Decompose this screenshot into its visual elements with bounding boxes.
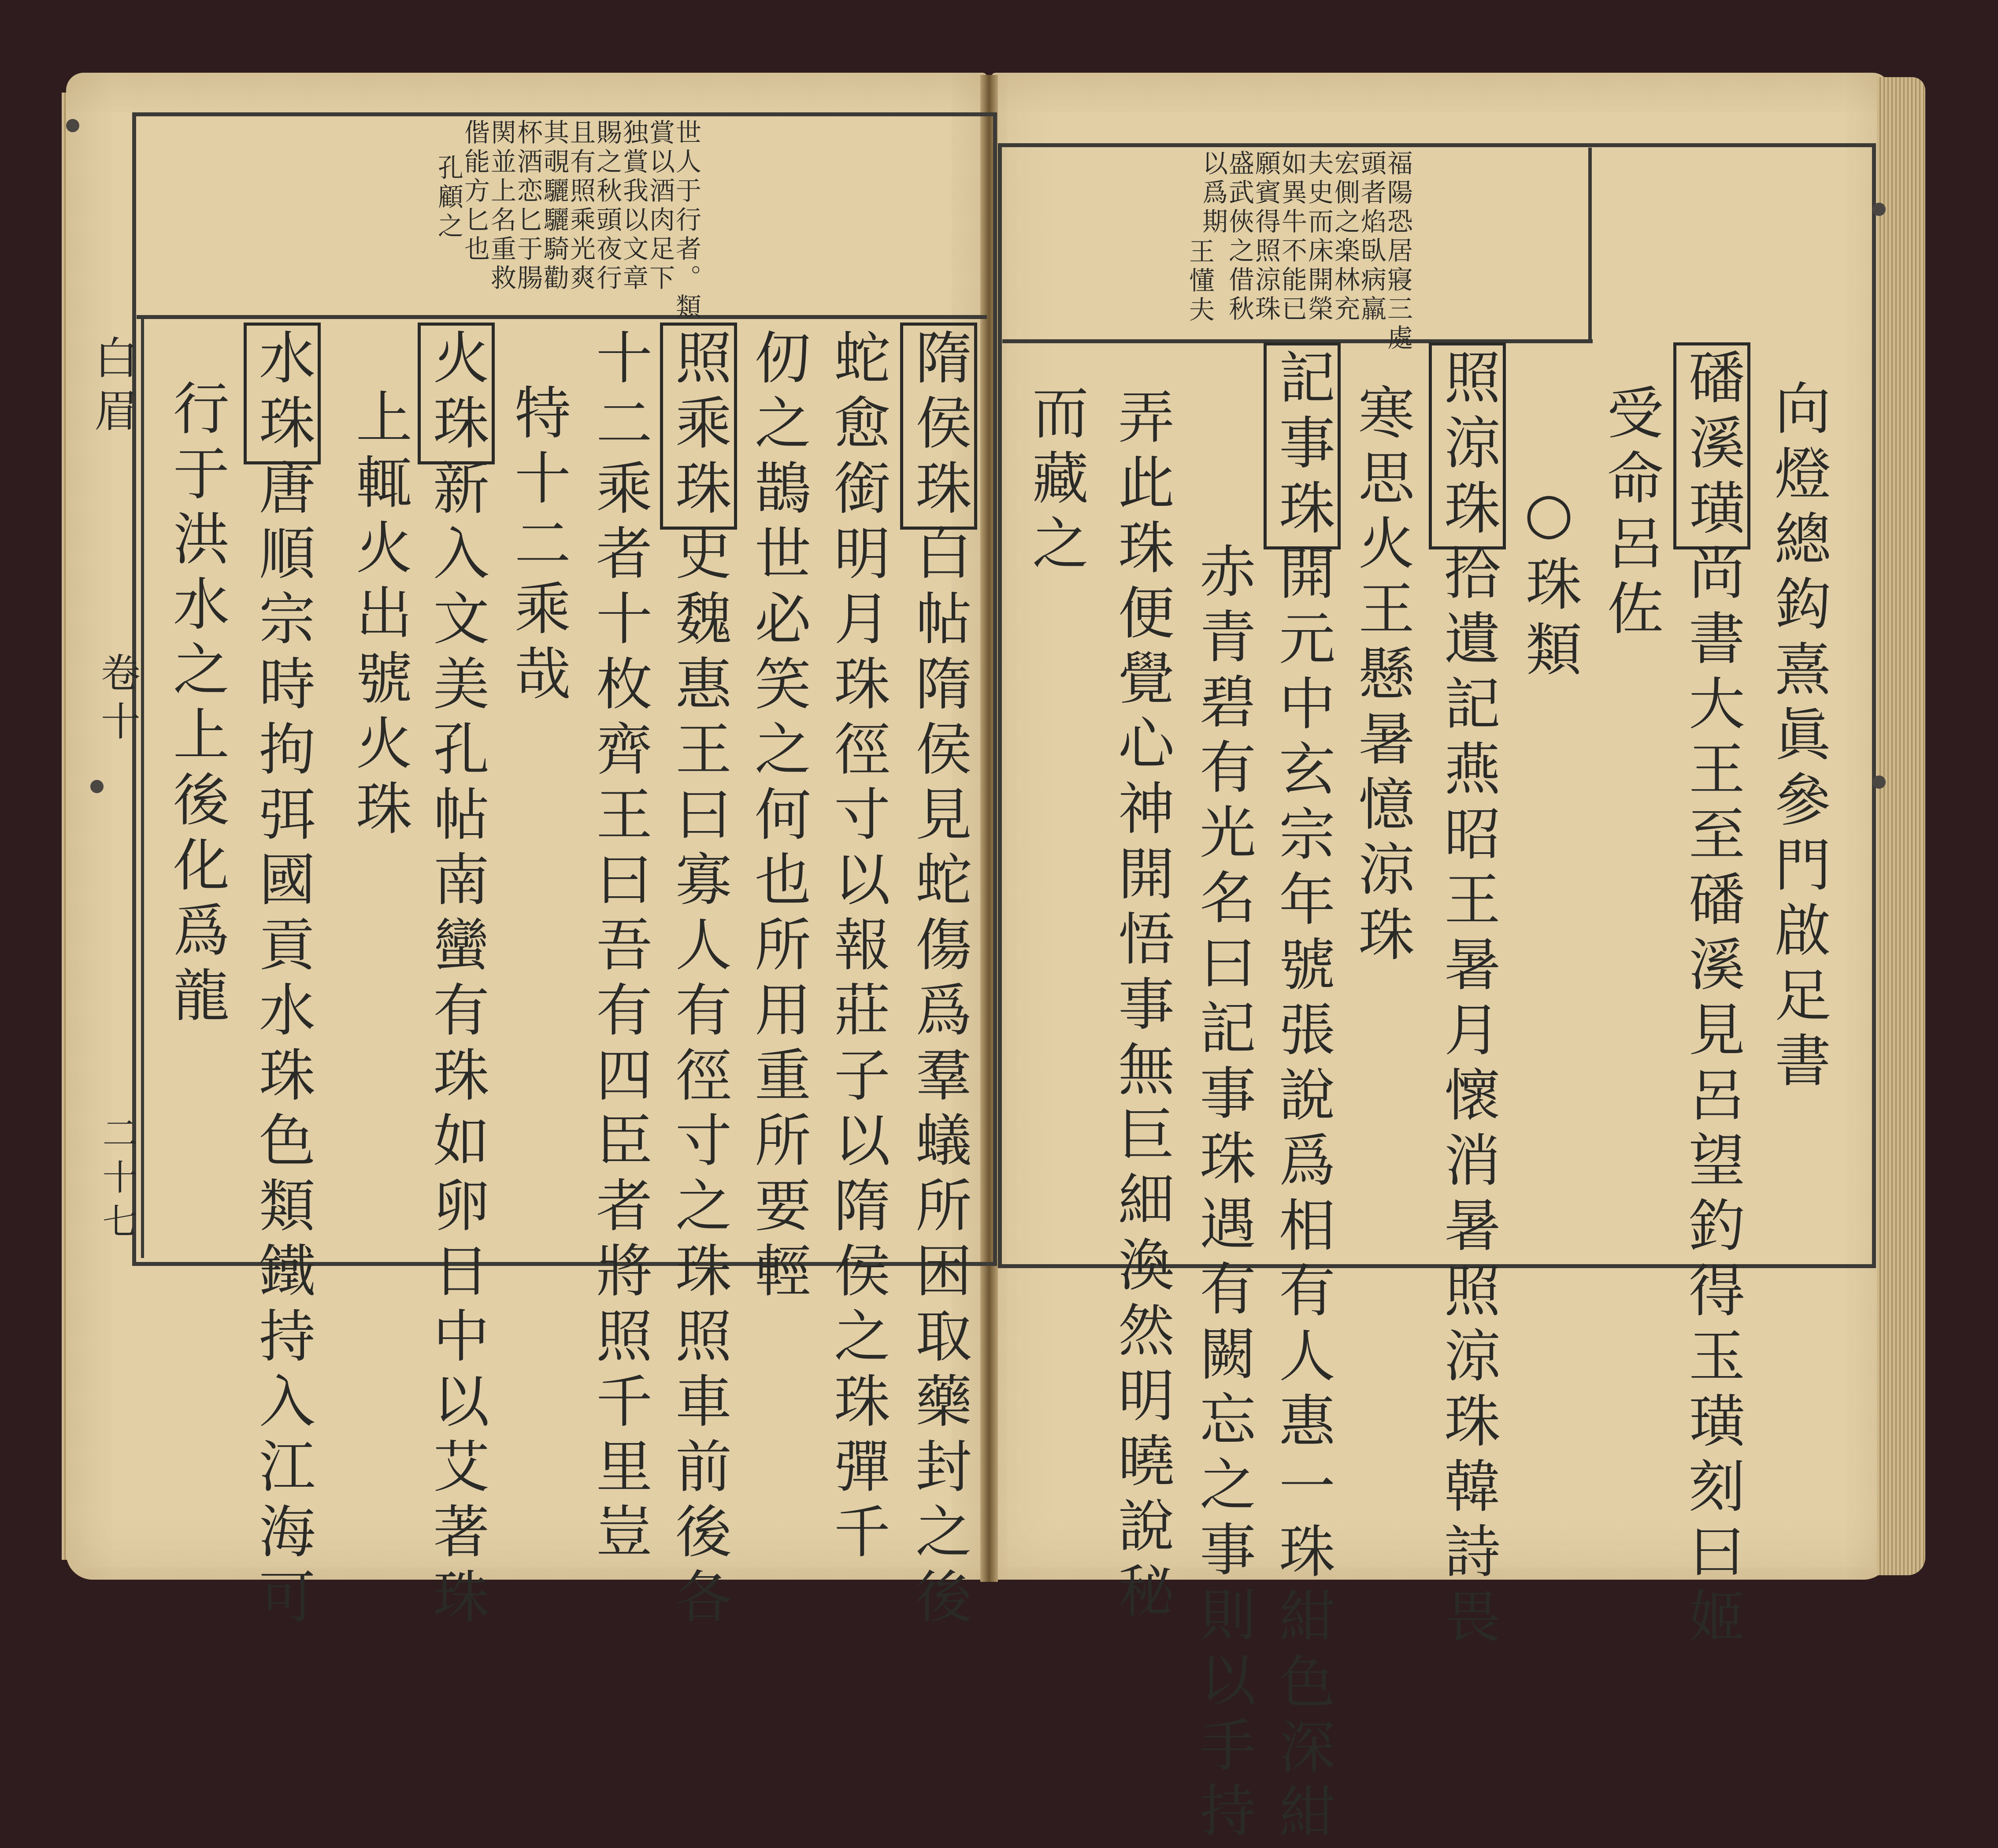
binding-hole <box>1872 203 1886 216</box>
entry-head-panxi-huang: 磻溪璜 <box>1679 348 1745 544</box>
left-commentary-5: 且有照乘光爽 <box>566 119 596 293</box>
right-commentary-3: 宏側之楽林充 <box>1330 150 1360 324</box>
column-text: 白帖隋侯見蛇傷爲羣蟻所困取藥封之後 <box>906 524 971 1633</box>
entry-head-huo-zhu: 火珠 <box>423 328 489 459</box>
margin-volume: 卷十 <box>94 652 140 749</box>
right-commentary-divider <box>1588 148 1592 341</box>
left-commentary-9: 偕能方匕也 <box>460 119 490 264</box>
left-column-10: 行于洪水之上後化爲龍 <box>163 379 229 1031</box>
right-column-4: ○珠類 <box>1516 480 1582 685</box>
right-column-2 <box>1679 348 1745 1652</box>
left-column-8: 上輒火出號火珠 <box>346 388 412 844</box>
column-text: 開元中玄宗年號張說爲相有人惠一珠紺色深紺 <box>1269 544 1335 1848</box>
right-column-10: 而藏之 <box>1023 383 1088 579</box>
entry-head-suihou-zhu: 隋侯珠 <box>906 328 971 524</box>
left-column-6: 特十二乘哉 <box>505 383 571 709</box>
left-commentary-10: 孔顧之 <box>434 154 463 241</box>
left-column-5: 十二乘者十枚齊王曰吾有四臣者將照千里豈 <box>586 328 652 1567</box>
left-column-7 <box>423 328 489 1633</box>
left-commentary-7: 杯酒恋匕于腸 <box>513 119 543 293</box>
margin-folio: 二十七 <box>96 1115 137 1247</box>
right-column-9: 弄此珠便覺心神開悟事無巨細渙然明曉說秘 <box>1108 388 1174 1627</box>
right-commentary-4: 夫史而床開榮 <box>1304 150 1334 324</box>
right-commentary-5: 如異牛不能已 <box>1277 150 1307 324</box>
left-commentary-4: 賜之秋頭夜行 <box>592 119 622 293</box>
left-commentary-3: 独賞我以文章 <box>619 119 649 293</box>
left-commentary-rule <box>137 315 987 319</box>
column-text: 史魏惠王曰寡人有徑寸之珠照車前後各 <box>666 524 731 1633</box>
right-commentary-1: 福陽恐居寢三處 <box>1383 150 1413 353</box>
column-text: 唐順宗時拘弭國貢水珠色類鐵持入江海可 <box>249 459 315 1633</box>
binding-hole <box>66 119 79 132</box>
right-column-8: 赤青碧有光名曰記事珠遇有闕忘之事則以手持 <box>1190 542 1256 1846</box>
column-text: 新入文美孔帖南蠻有珠如卵日中以艾著珠 <box>423 459 489 1633</box>
binding-hole <box>1872 776 1886 789</box>
left-commentary-6: 其覗驪驪騎勸 <box>539 119 569 293</box>
right-column-6: 寒思火王懸暑憶涼珠 <box>1349 383 1414 970</box>
binding-hole <box>90 780 104 793</box>
left-column-9 <box>249 328 315 1633</box>
left-column-4 <box>665 328 731 1633</box>
right-page-edges <box>1877 77 1925 1575</box>
left-column-2: 蛇愈銜明月珠徑寸以報莊子以隋侯之珠彈千 <box>824 328 890 1567</box>
entry-head-jishi-zhu: 記事珠 <box>1269 348 1335 544</box>
right-commentary-6: 願賓得照涼珠 <box>1251 150 1281 324</box>
entry-head-shui-zhu: 水珠 <box>249 328 315 459</box>
margin-title: 白眉 <box>87 335 138 441</box>
right-column-5 <box>1434 348 1500 1652</box>
left-commentary-8: 関並上名重救 <box>486 119 516 293</box>
right-commentary-rule <box>1002 339 1593 343</box>
left-commentary-2: 賞以酒肉足下 <box>645 119 675 293</box>
right-column-1: 向燈總鈎熹眞參門啟足書 <box>1765 379 1831 1096</box>
right-column-7 <box>1269 348 1335 1848</box>
left-column-3: 仞之鵲世必笑之何也所用重所要輕 <box>745 328 811 1306</box>
right-commentary-8: 以爲期 <box>1198 150 1228 237</box>
right-commentary-2: 頭者焰臥病羸 <box>1357 150 1386 324</box>
entry-head-zhaoliang-zhu: 照涼珠 <box>1435 348 1500 544</box>
right-commentary-7: 盛武俠之借秋 <box>1224 150 1254 324</box>
left-column-1 <box>905 328 971 1633</box>
right-column-3: 受命呂佐 <box>1598 383 1663 644</box>
entry-head-zhaosheng-zhu: 照乘珠 <box>666 328 731 524</box>
column-text: 拾遺記燕昭王暑月懷消暑照涼珠韓詩畏 <box>1435 544 1500 1652</box>
left-commentary-1: 世人于行者。類 <box>671 119 701 323</box>
right-commentary-9: 王懂夫 <box>1185 238 1215 325</box>
column-text: 尚書大王至磻溪見呂望釣得玉璜刻曰姬 <box>1679 544 1745 1652</box>
